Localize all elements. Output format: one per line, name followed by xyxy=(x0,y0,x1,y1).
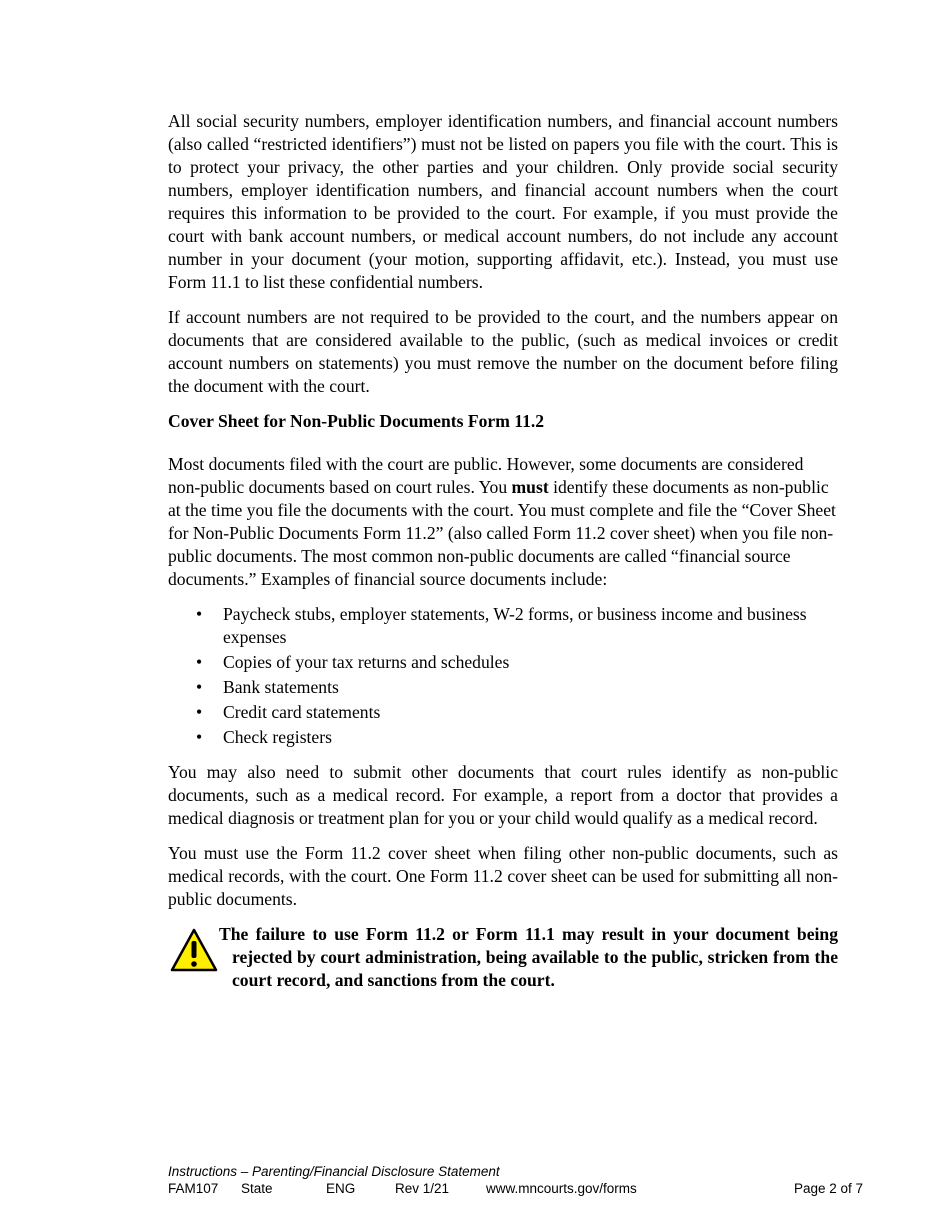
list-item xyxy=(168,603,838,649)
paragraph-account-numbers: If account numbers are not required to be provided to the court, and the numbers appear on documents that are considered available to the public, (such as medical invoices or credit account numbers on statements) you must remove the number on the document before filing the document with the court. xyxy=(168,307,838,396)
paragraph-restricted-identifiers: All social security numbers, employer identification numbers, and financial account numbers (also called “restricted identifiers”) must not be listed on papers you file with the court. This is to protect your privacy, the other parties and your children. Only provide social security numbers, employer identification numbers, and financial account numbers when the court requires this information to be provided to the court. For example, if you must provide the court with bank account numbers, or medical account numbers, do not include any account number in your document (your motion, supporting affidavit, etc.). Instead, you must use Form 11.1 to list these confidential numbers. xyxy=(168,111,838,292)
list-item xyxy=(168,651,838,674)
list-item-text: Paycheck stubs, employer statements, W-2 forms, or business income and business expenses xyxy=(223,604,807,647)
warning-text: The failure to use Form 11.2 or Form 11.1 may result in your document being rejected by court administration, being available to the public, stricken from the court record, and sanctions from the court. xyxy=(219,924,838,990)
bullet-icon: • xyxy=(196,727,203,747)
list-item xyxy=(168,726,838,749)
footer-info-row xyxy=(168,1180,868,1197)
list-item-text: Check registers xyxy=(223,727,332,747)
page-footer xyxy=(168,1163,868,1197)
list-item-text: Copies of your tax returns and schedules xyxy=(223,652,510,672)
bullet-icon: • xyxy=(196,677,203,697)
footer-title: Instructions – Parenting/Financial Disclosure Statement xyxy=(168,1164,500,1179)
warning-notice xyxy=(168,923,838,992)
financial-documents-list xyxy=(168,603,838,749)
footer-state: State xyxy=(241,1181,273,1196)
footer-language: ENG xyxy=(326,1181,356,1196)
document-body xyxy=(168,110,838,992)
warning-triangle-icon xyxy=(170,928,218,972)
list-item-text: Credit card statements xyxy=(223,702,381,722)
list-item xyxy=(168,701,838,724)
paragraph-cover-sheet-usage: You must use the Form 11.2 cover sheet when filing other non-public documents, such as medical records, with the court. One Form 11.2 cover sheet can be used for submitting all non-public documents. xyxy=(168,843,838,909)
footer-url: www.mncourts.gov/forms xyxy=(486,1181,637,1196)
paragraph-text-end: identify these documents as non-public at the time you file the documents with the court. You must complete and file the “Cover Sheet for Non-Public Documents Form 11.2” (also called Form 11.2 cover sheet) when you file non-public documents. The most common non-public documents are called “financial source documents.” Examples of financial source documents include: xyxy=(168,477,836,589)
bullet-icon: • xyxy=(196,702,203,722)
list-item xyxy=(168,676,838,699)
list-item-text: Bank statements xyxy=(223,677,339,697)
bullet-icon: • xyxy=(196,652,203,672)
footer-page-number: Page 2 of 7 xyxy=(794,1181,864,1196)
section-heading: Cover Sheet for Non-Public Documents Form 11.2 xyxy=(168,411,545,431)
paragraph-non-public-documents xyxy=(168,453,838,591)
footer-revision: Rev 1/21 xyxy=(395,1181,450,1196)
bullet-icon: • xyxy=(196,604,203,624)
paragraph-medical-records: You may also need to submit other documents that court rules identify as non-public documents, such as a medical record. For example, a report from a doctor that provides a medical diagnosis or treatment plan for you or your child would qualify as a medical record. xyxy=(168,762,838,828)
emphasis-must: must xyxy=(511,477,549,497)
paragraph-text-start: Most documents filed with the court are public. However, some documents are considered non-public documents based on court rules. You xyxy=(168,454,804,497)
footer-form-id: FAM107 xyxy=(168,1181,219,1196)
